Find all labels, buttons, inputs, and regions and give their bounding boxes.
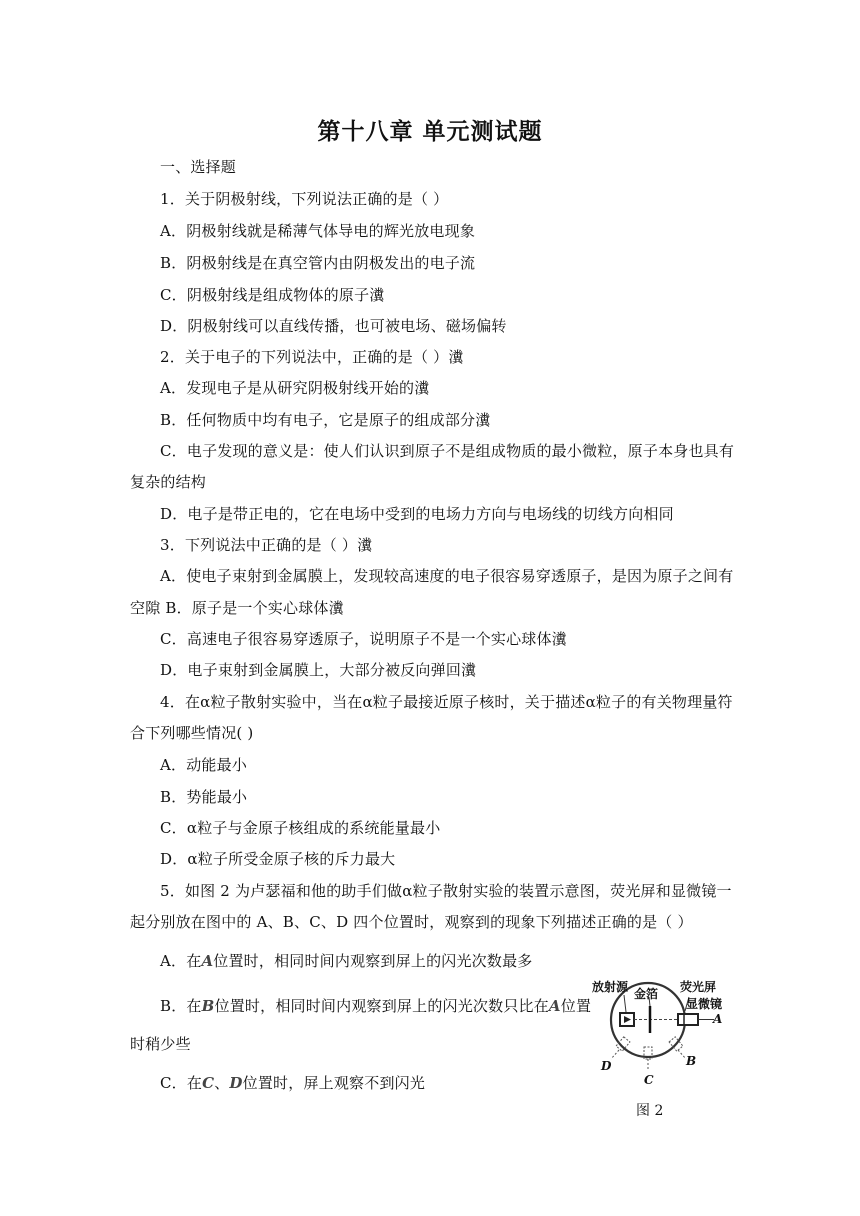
q5-option-a: A．在A位置时，相同时间内观察到屏上的闪光次数最多 [160, 952, 533, 970]
q1-option-c: C．阴极射线是组成物体的原子瀵 [160, 286, 385, 304]
label-gold-foil: 金箔 [634, 987, 659, 1001]
q3-option-a-cont: 空隙 B．原子是一个实心球体瀵 [130, 599, 344, 617]
q3-option-c: C．高速电子很容易穿透原子，说明原子不是一个实心球体瀵 [160, 630, 567, 648]
question-4-cont: 合下列哪些情况( ) [130, 724, 254, 742]
question-2: 2．关于电子的下列说法中，正确的是（ ）瀵 [160, 348, 464, 366]
q5-option-b-cont: 时稍少些 [130, 1035, 191, 1053]
q1-option-b: B．阴极射线是在真空管内由阴极发出的电子流 [160, 254, 476, 272]
q2-option-c: C．电子发现的意义是：使人们认识到原子不是组成物质的最小微粒，原子本身也具有 [160, 442, 735, 460]
q2-option-d: D．电子是带正电的，它在电场中受到的电场力方向与电场线的切线方向相同 [160, 505, 674, 523]
q2-option-c-cont: 复杂的结构 [130, 473, 207, 491]
q1-option-d: D．阴极射线可以直线传播，也可被电场、磁场偏转 [160, 317, 507, 335]
q4-option-d: D．α粒子所受金原子核的斥力最大 [160, 850, 396, 868]
page-title: 第十八章 单元测试题 [317, 119, 543, 145]
position-c-label: C [644, 1073, 654, 1087]
q4-option-c: C．α粒子与金原子核组成的系统能量最小 [160, 819, 441, 837]
question-1: 1．关于阴极射线，下列说法正确的是（ ） [160, 190, 449, 208]
q3-option-a: A．使电子束射到金属膜上，发现较高速度的电子很容易穿透原子，是因为原子之间有 [160, 567, 734, 585]
label-radiation-source: 放射源 [592, 980, 629, 994]
q2-option-a: A．发现电子是从研究阴极射线开始的瀵 [160, 379, 430, 397]
position-a-label: A [713, 1012, 723, 1026]
q5-option-b: B．在B位置时，相同时间内观察到屏上的闪光次数只比在A位置 [160, 997, 592, 1015]
label-fluorescent-screen: 荧光屏 [680, 980, 717, 994]
q2-option-b: B．任何物质中均有电子，它是原子的组成部分瀵 [160, 411, 491, 429]
figure-caption: 图 2 [636, 1103, 664, 1119]
q5-option-c: C．在C、D位置时，屏上观察不到闪光 [160, 1074, 426, 1092]
position-d-label: D [601, 1059, 612, 1073]
q1-option-a: A．阴极射线就是稀薄气体导电的辉光放电现象 [160, 222, 476, 240]
section-heading: 一、选择题 [160, 158, 237, 176]
label-microscope: 显微镜 [686, 997, 723, 1011]
q4-option-a: A．动能最小 [160, 756, 248, 774]
question-5-cont: 起分别放在图中的 A、B、C、D 四个位置时，观察到的现象下列描述正确的是（ ） [130, 913, 693, 931]
question-5: 5．如图 2 为卢瑟福和他的助手们做α粒子散射实验的装置示意图，荧光屏和显微镜一 [160, 882, 732, 900]
position-b-label: B [686, 1054, 697, 1068]
q3-option-d: D．电子束射到金属膜上，大部分被反向弹回瀵 [160, 661, 477, 679]
question-3: 3．下列说法中正确的是（ ）瀵 [160, 536, 373, 554]
q4-option-b: B．势能最小 [160, 788, 248, 806]
question-4: 4．在α粒子散射实验中，当在α粒子最接近原子核时，关于描述α粒子的有关物理量符 [160, 693, 733, 711]
